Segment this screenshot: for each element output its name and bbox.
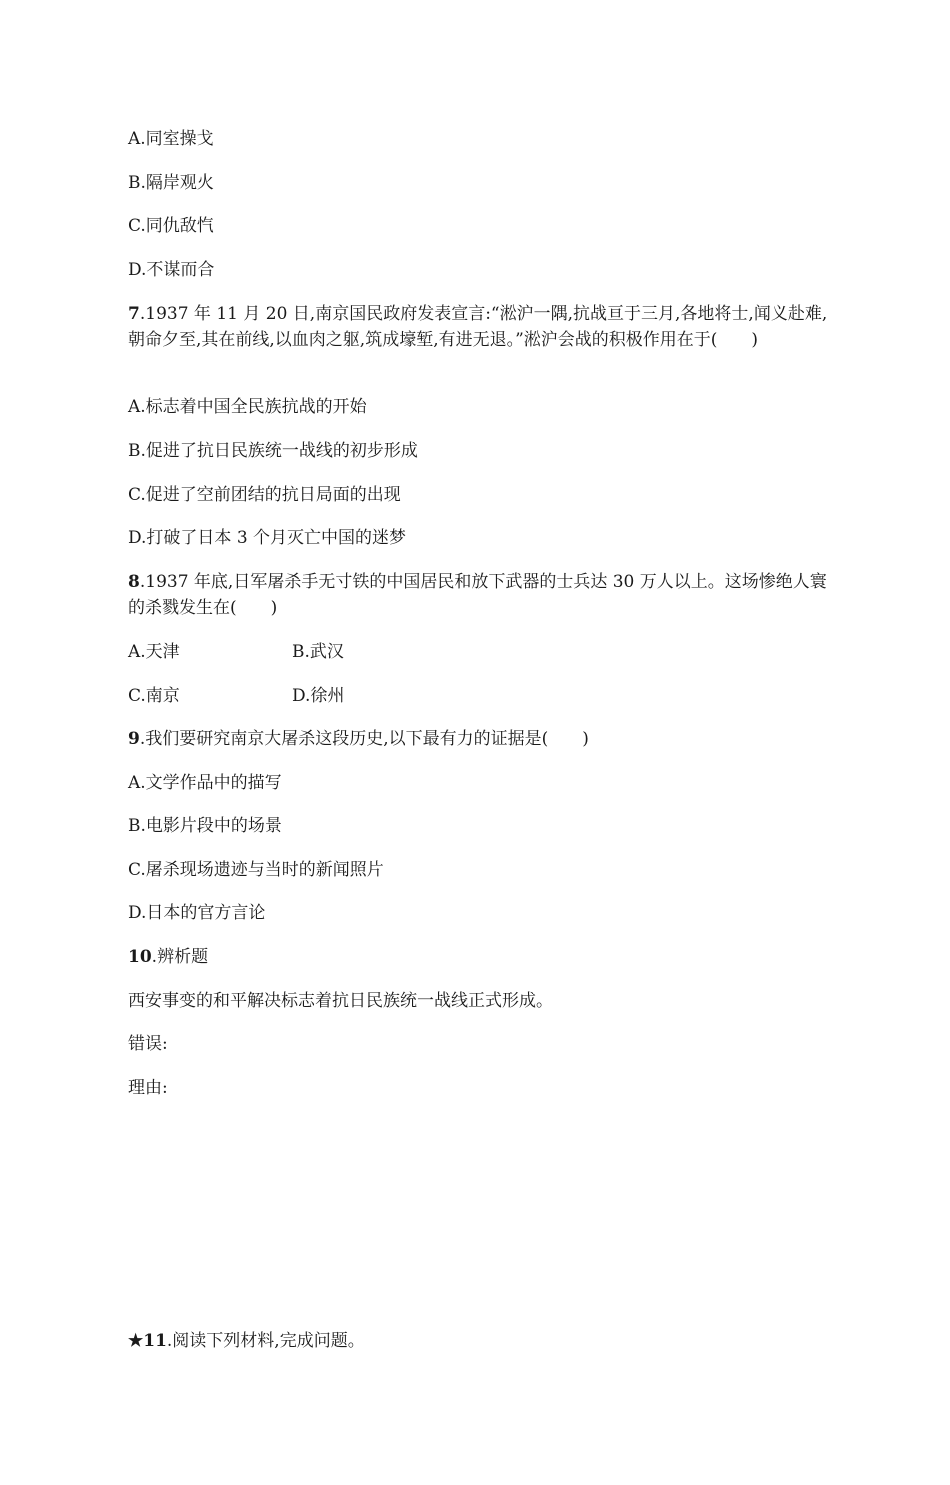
q10-reason-label: 理由:	[128, 1078, 168, 1098]
q8-number: 8	[128, 572, 140, 592]
q7-option-d: D.打破了日本 3 个月灭亡中国的迷梦	[128, 528, 407, 548]
q9-stem	[128, 727, 589, 751]
q10-title	[128, 945, 208, 969]
q6-option-c: C.同仇敌忾	[128, 216, 214, 236]
q7-option-b: B.促进了抗日民族统一战线的初步形成	[128, 441, 418, 461]
q8-option-b: B.武汉	[292, 642, 344, 662]
q6-option-b: B.隔岸观火	[128, 173, 214, 193]
q6-option-a: A.同室操戈	[128, 129, 214, 149]
q7-stem-text: .1937 年 11 月 20 日,南京国民政府发表宣言:“淞沪一隅,抗战亘于三月,各地将士,闻义赴难,朝命夕至,其在前线,以血肉之躯,筑成壕堑,有进无退。”淞沪会战的积极作用在于( )	[128, 304, 828, 350]
q8-option-a: A.天津	[128, 642, 180, 662]
q10-number: 10	[128, 947, 152, 967]
q7-option-a: A.标志着中国全民族抗战的开始	[128, 397, 367, 417]
q9-option-a: A.文学作品中的描写	[128, 773, 282, 793]
q6-option-d: D.不谋而合	[128, 260, 215, 280]
q9-option-b: B.电影片段中的场景	[128, 816, 282, 836]
q10-title-text: .辨析题	[151, 947, 209, 967]
q11-number: ★11	[128, 1331, 167, 1351]
q10-statement: 西安事变的和平解决标志着抗日民族统一战线正式形成。	[128, 991, 553, 1011]
q9-number: 9	[128, 729, 140, 749]
q7-stem	[128, 301, 828, 353]
q8-option-c: C.南京	[128, 686, 180, 706]
q8-stem	[128, 569, 828, 621]
q8-stem-text: .1937 年底,日军屠杀手无寸铁的中国居民和放下武器的士兵达 30 万人以上。这场惨绝人寰的杀戮发生在( )	[128, 572, 827, 618]
q11-stem-text: .阅读下列材料,完成问题。	[166, 1331, 365, 1351]
q8-option-d: D.徐州	[292, 686, 345, 706]
q10-error-label: 错误:	[128, 1034, 168, 1054]
q7-number: 7	[128, 304, 140, 324]
q7-option-c: C.促进了空前团结的抗日局面的出现	[128, 485, 401, 505]
q9-option-c: C.屠杀现场遗迹与当时的新闻照片	[128, 860, 384, 880]
q11-stem	[128, 1329, 365, 1353]
q9-stem-text: .我们要研究南京大屠杀这段历史,以下最有力的证据是( )	[139, 729, 589, 749]
q9-option-d: D.日本的官方言论	[128, 903, 266, 923]
